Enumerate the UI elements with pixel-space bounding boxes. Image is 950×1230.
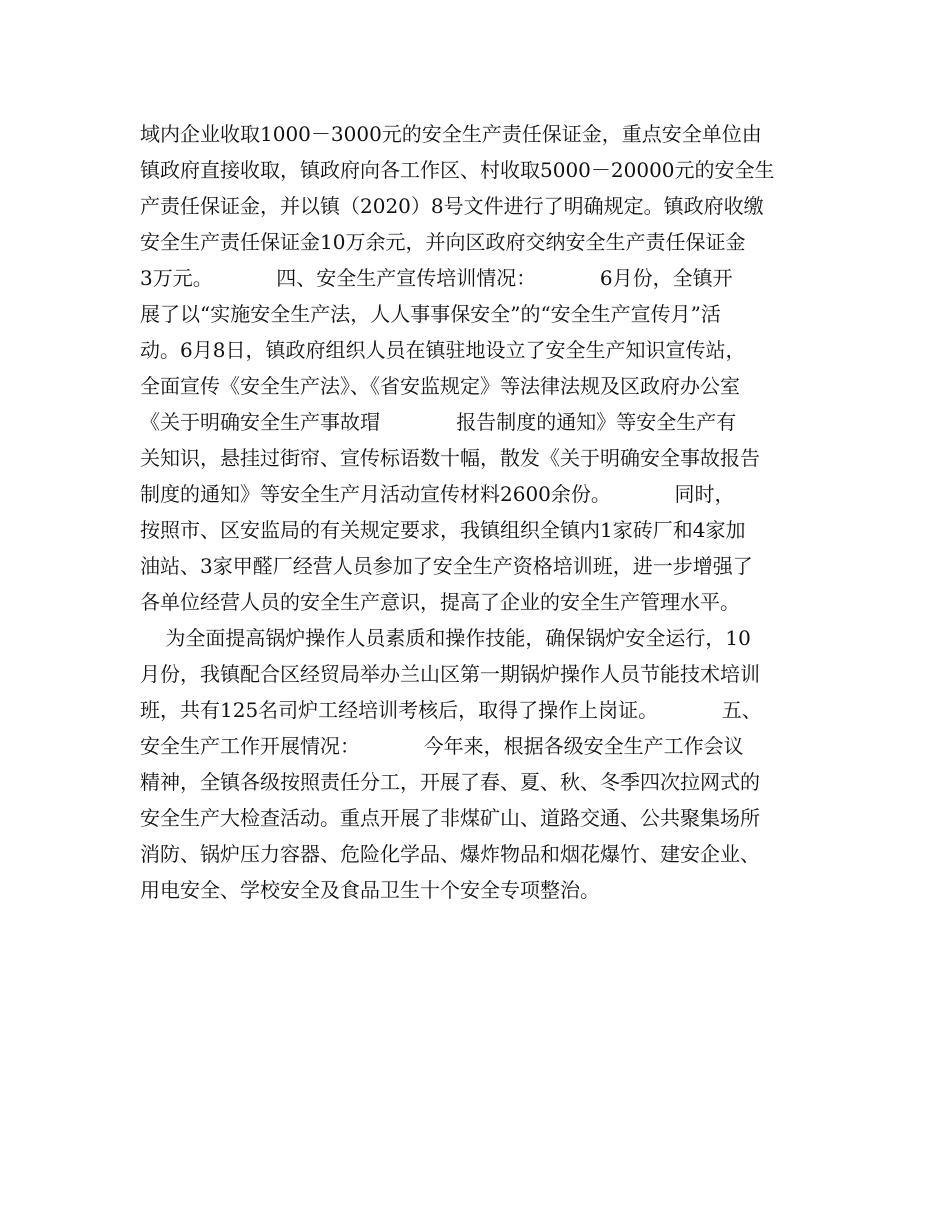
text-line: 消防、锅炉压力容器、危险化学品、爆炸物品和烟花爆竹、建安企业、 [140, 842, 760, 866]
text-line: 动。6月8日，镇政府组织人员在镇驻地设立了安全生产知识宣传站， [140, 338, 746, 362]
text-line: 《关于明确安全生产事故瑁 报告制度的通知》等安全生产有 [140, 410, 737, 434]
text-line: 精神，全镇各级按照责任分工，开展了春、夏、秋、冬季四次拉网式的 [140, 770, 760, 794]
text-line: 关知识，悬挂过街帘、宣传标语数十幅，散发《关于明确安全事故报告 [140, 446, 760, 470]
text-line: 为全面提高锅炉操作人员素质和操作技能，确保锅炉安全运行，10 [140, 626, 751, 650]
text-line: 按照市、区安监局的有关规定要求，我镇组织全镇内1家砖厂和4家加 [140, 518, 746, 542]
text-line: 安全生产工作开展情况： 今年来，根据各级安全生产工作会议 [140, 734, 744, 758]
text-line: 安全生产大检查活动。重点开展了非煤矿山、道路交通、公共聚集场所 [140, 806, 760, 830]
text-line: 展了以“实施安全生产法，人人事事保安全”的“安全生产宣传月”活 [140, 302, 721, 326]
text-line: 各单位经营人员的安全生产意识，提高了企业的安全生产管理水平。 [140, 590, 740, 614]
text-line: 油站、3家甲醛厂经营人员参加了安全生产资格培训班，进一步增强了 [140, 554, 753, 578]
text-line: 3万元。 四、安全生产宣传培训情况： 6月份，全镇开 [140, 266, 733, 290]
text-line: 镇政府直接收取，镇政府向各工作区、村收取5000－20000元的安全生 [140, 158, 775, 182]
text-line: 安全生产责任保证金10万余元，并向区政府交纳安全生产责任保证金 [140, 230, 746, 254]
text-line: 域内企业收取1000－3000元的安全生产责任保证金，重点安全单位由 [140, 122, 762, 146]
text-line: 班，共有125名司炉工经培训考核后，取得了操作上岗证。 五、 [140, 698, 762, 722]
text-line: 用电安全、学校安全及食品卫生十个安全专项整治。 [140, 878, 600, 902]
text-line: 制度的通知》等安全生产月活动宣传材料2600余份。 同时， [140, 482, 735, 506]
text-line: 月份，我镇配合区经贸局举办兰山区第一期锅炉操作人员节能技术培训 [140, 662, 760, 686]
body-text [140, 116, 820, 908]
text-line: 全面宣传《安全生产法》、《省安监规定》等法律法规及区政府办公室 [140, 374, 740, 398]
text-line: 产责任保证金，并以镇（2020）8号文件进行了明确规定。镇政府收缴 [140, 194, 764, 218]
